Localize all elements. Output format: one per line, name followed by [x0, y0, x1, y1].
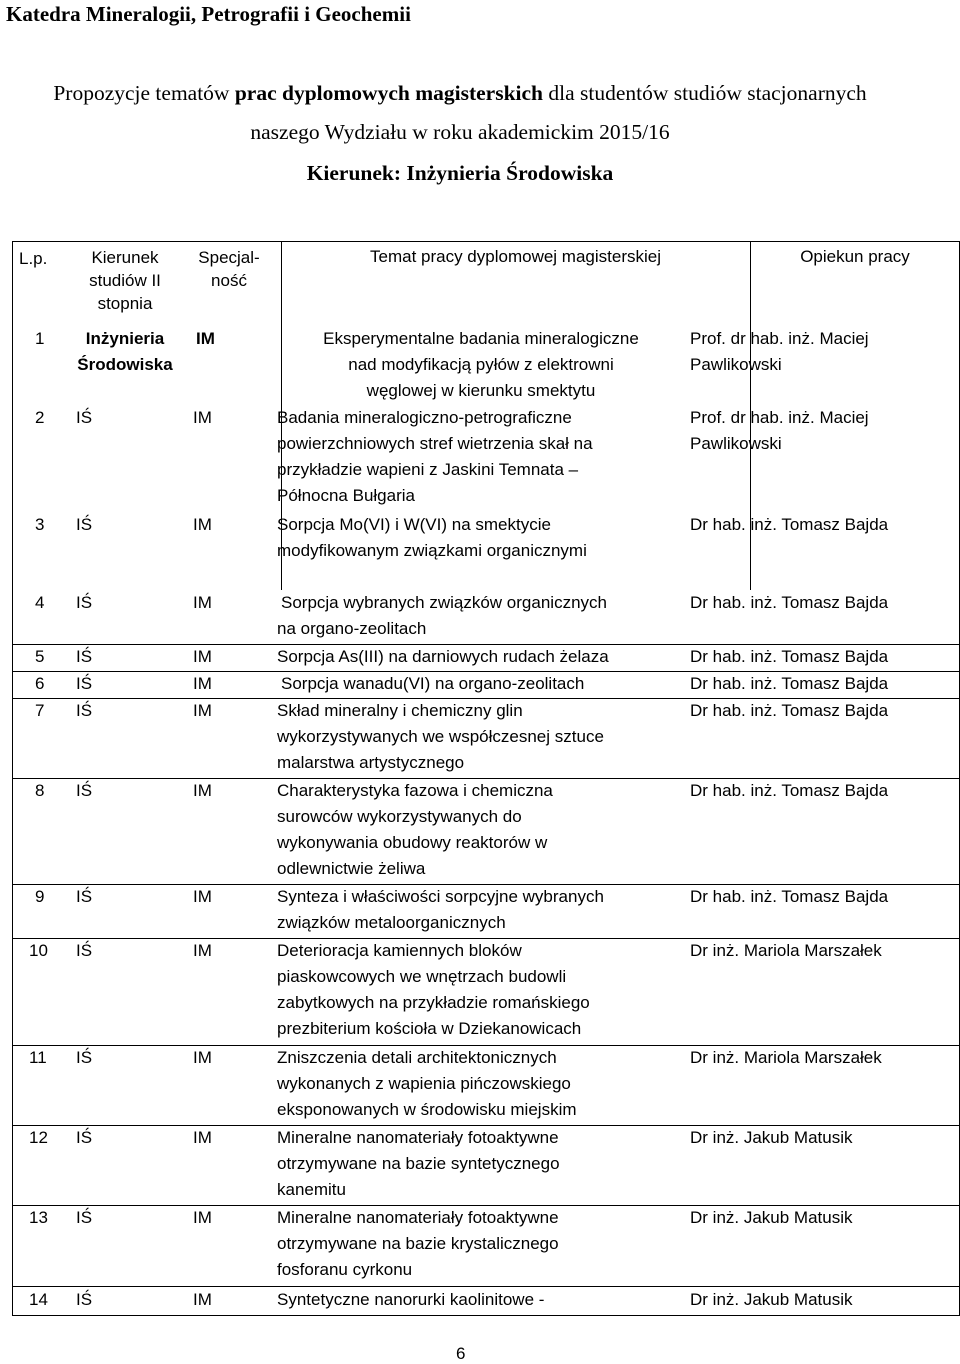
row-lp: 9 [35, 887, 45, 906]
department-title: Katedra Mineralogii, Petrografii i Geochemii [6, 2, 411, 26]
row-kierunek: IŚ [76, 941, 93, 960]
opiekun-line: Pawlikowski [690, 355, 782, 374]
row-kierunek: IŚ [76, 1208, 93, 1227]
row-temat [281, 671, 584, 697]
temat-line: węglowej w kierunku smektytu [366, 381, 596, 400]
row-lp: 7 [35, 701, 45, 720]
temat-line: Sorpcja As(III) na darniowych rudach żelaza [277, 647, 609, 666]
row-temat [277, 884, 604, 936]
row-specjalnosc: IM [193, 1208, 212, 1227]
temat-line: Charakterystyka fazowa i chemiczna [277, 781, 553, 800]
row-opiekun [690, 405, 869, 457]
row-kierunek: IŚ [76, 1128, 93, 1147]
row-specjalnosc: IM [193, 647, 212, 666]
header-opiekun: Opiekun pracy [800, 247, 910, 266]
row-lp: 8 [35, 781, 45, 800]
row-kierunek-line: Środowiska [77, 355, 173, 374]
temat-line: Północna Bułgaria [277, 486, 415, 505]
row-opiekun: Dr inż. Jakub Matusik [690, 1128, 853, 1147]
row-specjalnosc: IM [193, 593, 212, 612]
row-opiekun: Dr inż. Mariola Marszałek [690, 941, 882, 960]
row-temat [277, 1125, 560, 1203]
row-kierunek: IŚ [76, 674, 93, 693]
row-temat [277, 644, 609, 670]
row-specjalnosc: IM [193, 781, 212, 800]
row-temat [277, 1205, 559, 1283]
row-opiekun [690, 326, 869, 378]
temat-line: fosforanu cyrkonu [277, 1260, 413, 1279]
header-lp: L.p. [19, 249, 48, 268]
row-opiekun: Dr hab. inż. Tomasz Bajda [690, 701, 889, 720]
row-lp: 5 [35, 647, 45, 666]
row-opiekun: Dr inż. Mariola Marszałek [690, 1048, 882, 1067]
row-specjalnosc: IM [193, 941, 212, 960]
row-lp: 2 [35, 408, 45, 427]
row-lp: 4 [35, 593, 45, 612]
topics-table-lower [12, 590, 960, 1316]
intro-line-1 [0, 81, 920, 106]
temat-line: wykorzystywanych we współczesnej sztuce [277, 727, 604, 746]
row-specjalnosc: IM [196, 329, 215, 348]
topics-table-upper [12, 241, 960, 590]
temat-line: Sorpcja Mo(VI) i W(VI) na smektycie [277, 515, 551, 534]
row-lp: 12 [29, 1128, 48, 1147]
temat-line: wykonywania obudowy reaktorów w [277, 833, 548, 852]
opiekun-line: Dr hab. inż. Tomasz Bajda [690, 515, 889, 534]
row-kierunek: IŚ [76, 408, 93, 427]
row-lp: 10 [29, 941, 48, 960]
header-specjalnosc [189, 246, 269, 292]
row-temat [277, 512, 587, 564]
opiekun-line: Prof. dr hab. inż. Maciej [690, 329, 869, 348]
temat-line: Skład mineralny i chemiczny glin [277, 701, 523, 720]
temat-line: kanemitu [277, 1180, 346, 1199]
row-kierunek: IŚ [76, 1048, 93, 1067]
row-specjalnosc: IM [193, 1128, 212, 1147]
temat-line: prezbiterium kościoła w Dziekanowicach [277, 1019, 582, 1038]
row-temat [277, 938, 590, 1042]
opiekun-line: Pawlikowski [690, 434, 782, 453]
temat-line: eksponowanych w środowisku miejskim [277, 1100, 577, 1119]
temat-line: Syntetyczne nanorurki kaolinitowe - [277, 1290, 545, 1309]
temat-line: powierzchniowych stref wietrzenia skał na [277, 434, 593, 453]
row-kierunek [65, 326, 185, 378]
row-temat [277, 698, 604, 776]
temat-line: otrzymywane na bazie krystalicznego [277, 1234, 559, 1253]
header-kierunek-line: Kierunek [91, 248, 159, 267]
temat-line: Mineralne nanomateriały fotoaktywne [277, 1208, 559, 1227]
temat-line: otrzymywane na bazie syntetycznego [277, 1154, 560, 1173]
intro-bold: prac dyplomowych magisterskich [234, 81, 544, 105]
row-kierunek: IŚ [76, 887, 93, 906]
temat-line: Eksperymentalne badania mineralogiczne [323, 329, 639, 348]
temat-line: Badania mineralogiczno-petrograficzne [277, 408, 572, 427]
intro-line-2: naszego Wydziału w roku akademickim 2015/16 [250, 120, 670, 144]
temat-line: modyfikowanym związkami organicznymi [277, 541, 587, 560]
row-kierunek: IŚ [76, 781, 93, 800]
temat-line: Mineralne nanomateriały fotoaktywne [277, 1128, 559, 1147]
row-opiekun: Dr inż. Jakub Matusik [690, 1208, 853, 1227]
temat-line: malarstwa artystycznego [277, 753, 465, 772]
row-kierunek: IŚ [76, 647, 93, 666]
row-specjalnosc: IM [193, 408, 212, 427]
page-number: 6 [456, 1344, 466, 1363]
header-kierunek-line: studiów II [89, 271, 161, 290]
intro-prefix: Propozycje tematów [53, 81, 235, 105]
row-lp: 13 [29, 1208, 48, 1227]
temat-line: zabytkowych na przykładzie romańskiego [277, 993, 590, 1012]
row-lp: 1 [35, 329, 45, 348]
header-kierunek-line: stopnia [97, 294, 153, 313]
header-spec-line: ność [211, 271, 247, 290]
temat-line: związków metaloorganicznych [277, 913, 506, 932]
intro-suffix: dla studentów studiów stacjonarnych [543, 81, 867, 105]
temat-line: Sorpcja wybranych związków organicznych [281, 593, 607, 612]
kierunek-title: Kierunek: Inżynieria Środowiska [306, 161, 614, 185]
row-opiekun: Dr hab. inż. Tomasz Bajda [690, 593, 889, 612]
row-specjalnosc: IM [193, 701, 212, 720]
header-spec-line: Specjal- [198, 248, 260, 267]
row-specjalnosc: IM [193, 674, 212, 693]
row-specjalnosc: IM [193, 515, 212, 534]
row-lp: 11 [29, 1048, 47, 1067]
row-temat [281, 326, 681, 404]
row-opiekun: Dr inż. Jakub Matusik [690, 1290, 853, 1309]
row-kierunek: IŚ [76, 701, 93, 720]
row-opiekun [690, 512, 888, 538]
row-opiekun: Dr hab. inż. Tomasz Bajda [690, 647, 889, 666]
temat-line: Sorpcja wanadu(VI) na organo-zeolitach [281, 674, 585, 693]
row-specjalnosc: IM [193, 887, 212, 906]
row-kierunek: IŚ [76, 593, 93, 612]
temat-line: surowców wykorzystywanych do [277, 807, 522, 826]
temat-line: odlewnictwie żeliwa [277, 859, 426, 878]
row-specjalnosc: IM [193, 1048, 212, 1067]
temat-line: wykonanych z wapienia pińczowskiego [277, 1074, 571, 1093]
row-temat [277, 405, 593, 509]
row-temat [277, 1287, 544, 1313]
temat-line: przykładzie wapieni z Jaskini Temnata – [277, 460, 579, 479]
opiekun-line: Prof. dr hab. inż. Maciej [690, 408, 869, 427]
header-temat: Temat pracy dyplomowej magisterskiej [370, 247, 661, 266]
temat-line: Deterioracja kamiennych bloków [277, 941, 522, 960]
row-specjalnosc: IM [193, 1290, 212, 1309]
temat-line: piaskowcowych we wnętrzach budowli [277, 967, 567, 986]
row-kierunek-line: Inżynieria [85, 329, 165, 348]
temat-line: Zniszczenia detali architektonicznych [277, 1048, 557, 1067]
row-opiekun: Dr hab. inż. Tomasz Bajda [690, 887, 889, 906]
temat-line: na organo-zeolitach [277, 619, 427, 638]
row-temat [277, 590, 607, 642]
temat-line: Synteza i właściwości sorpcyjne wybranych [277, 887, 604, 906]
header-kierunek [65, 246, 185, 315]
row-lp: 14 [29, 1290, 48, 1309]
row-opiekun: Dr hab. inż. Tomasz Bajda [690, 781, 889, 800]
row-kierunek: IŚ [76, 515, 93, 534]
temat-line: nad modyfikacją pyłów z elektrowni [348, 355, 614, 374]
row-kierunek: IŚ [76, 1290, 93, 1309]
row-temat [277, 1045, 577, 1123]
row-lp: 6 [35, 674, 45, 693]
row-temat [277, 778, 553, 882]
row-opiekun: Dr hab. inż. Tomasz Bajda [690, 674, 889, 693]
row-lp: 3 [35, 515, 45, 534]
